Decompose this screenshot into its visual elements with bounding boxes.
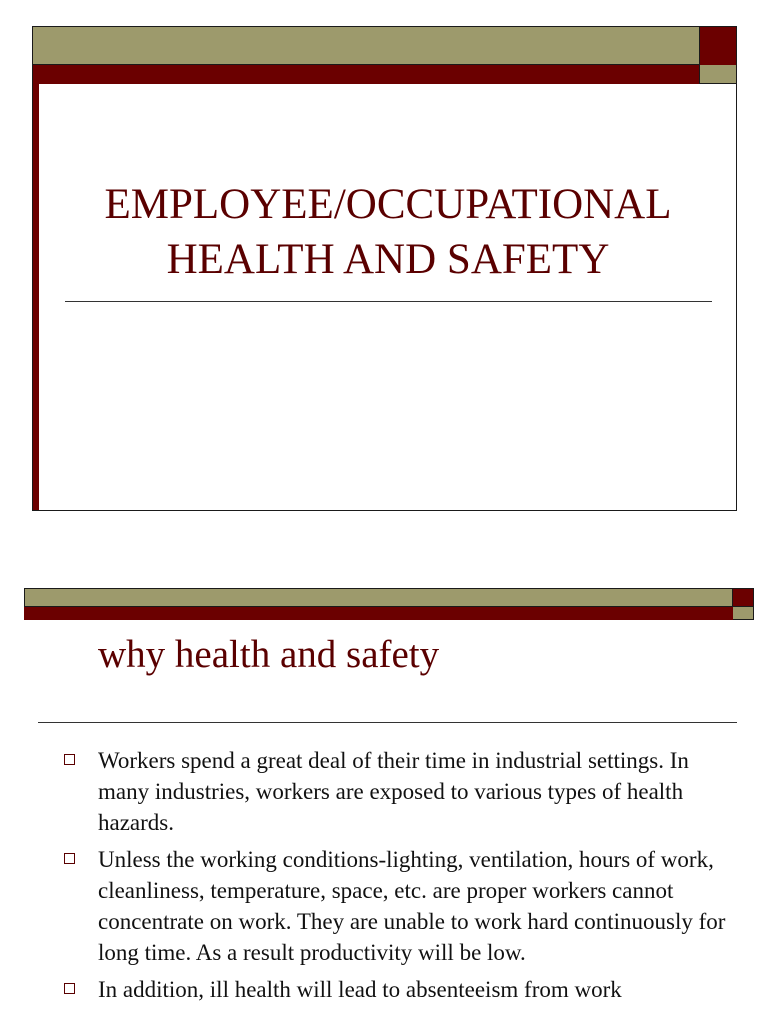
header-corner-olive-square — [733, 607, 754, 620]
title-divider — [65, 301, 712, 302]
header-maroon-band — [24, 607, 733, 620]
left-accent-bar — [33, 84, 39, 511]
header-corner-maroon-square — [699, 27, 737, 65]
content-slide — [24, 588, 754, 1024]
bullet-list — [60, 745, 740, 1011]
header-olive-band — [33, 27, 699, 65]
header-corner-maroon-square — [733, 588, 754, 607]
header-maroon-band — [33, 65, 699, 84]
bullet-text: In addition, ill health will lead to absenteeism from work — [98, 977, 622, 1002]
slide-title-line-2: HEALTH AND SAFETY — [166, 236, 610, 283]
slide-heading: why health and safety — [98, 633, 440, 676]
header-olive-band — [24, 588, 733, 607]
bullet-item — [60, 974, 740, 1005]
slide-title-line-1: EMPLOYEE/OCCUPATIONAL — [104, 181, 672, 228]
bullet-text: Workers spend a great deal of their time in industrial settings. In many industries, workers are exposed to various types of health hazards. — [98, 748, 689, 835]
heading-divider — [38, 722, 737, 723]
slide-title — [39, 177, 737, 287]
hollow-square-bullet-icon — [64, 853, 75, 864]
bullet-item — [60, 844, 740, 968]
bullet-text: Unless the working conditions-lighting, ventilation, hours of work, cleanliness, temperature, space, etc. are proper workers cannot concentrate on work. They are unable to work hard continuously for long time. As a result productivity will be low. — [98, 847, 726, 965]
header-corner-olive-square — [699, 65, 737, 84]
hollow-square-bullet-icon — [64, 754, 75, 765]
hollow-square-bullet-icon — [64, 983, 75, 994]
bullet-item — [60, 745, 740, 838]
title-slide — [32, 26, 737, 511]
